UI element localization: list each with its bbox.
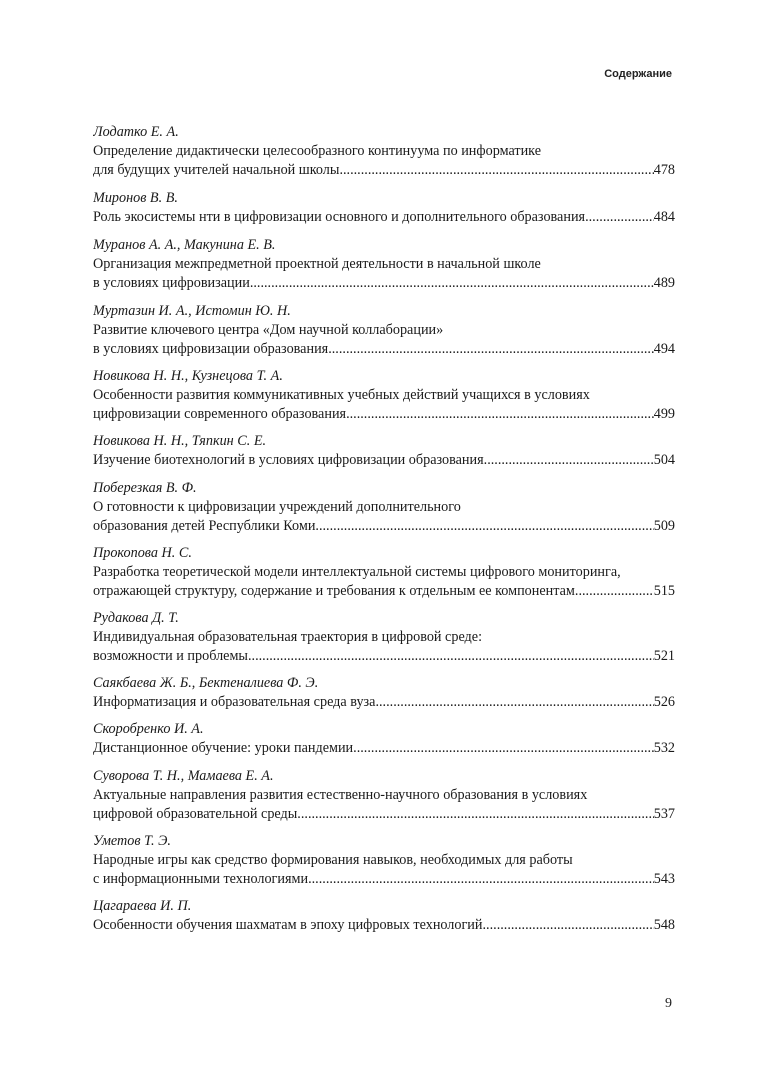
- dot-leader: [248, 647, 654, 666]
- entry-page-number: 521: [653, 648, 675, 664]
- entry-author: Новикова Н. Н., Тяпкин С. Е.: [93, 433, 267, 449]
- entry-title-last-line: [93, 274, 675, 293]
- toc-entry[interactable]: [93, 767, 675, 824]
- entry-title-last-line: [93, 405, 675, 424]
- dot-leader: [346, 405, 654, 424]
- entry-page-number: 515: [653, 583, 675, 599]
- entry-page-number: 537: [653, 806, 675, 822]
- entry-title-last-line: [93, 161, 675, 180]
- entry-author: Муртазин И. А., Истомин Ю. Н.: [93, 303, 291, 319]
- entry-page-number: 489: [653, 275, 675, 291]
- entry-title-tail: образования детей Республики Коми: [93, 518, 316, 534]
- entry-title-last-line: [93, 647, 675, 666]
- entry-title-tail: в условиях цифровизации: [93, 275, 250, 291]
- entry-page-number: 532: [653, 740, 675, 756]
- entry-author: Прокопова Н. С.: [93, 545, 192, 561]
- toc-entry[interactable]: [93, 302, 675, 359]
- toc-entry[interactable]: [93, 189, 675, 227]
- toc-entry[interactable]: [93, 674, 675, 712]
- toc-entry[interactable]: [93, 123, 675, 180]
- entry-author: Саякбаева Ж. Б., Бектеналиева Ф. Э.: [93, 675, 319, 691]
- entry-title-line: Народные игры как средство формирования навыков, необходимых для работы: [93, 852, 573, 868]
- entry-page-number: 494: [653, 341, 675, 357]
- entry-title-line: Определение дидактически целесообразного континуума по информатике: [93, 143, 542, 159]
- dot-leader: [484, 451, 654, 470]
- entry-page-number: 543: [653, 871, 675, 887]
- entry-title-tail: Информатизация и образовательная среда вуза: [93, 694, 376, 710]
- entry-title-last-line: [93, 582, 675, 601]
- entry-author: Миронов В. В.: [93, 190, 178, 206]
- toc-entry[interactable]: [93, 832, 675, 889]
- running-header: Содержание: [604, 68, 672, 80]
- dot-leader: [250, 274, 654, 293]
- dot-leader: [575, 582, 654, 601]
- entry-author: Рудакова Д. Т.: [93, 610, 179, 626]
- toc-entry[interactable]: [93, 236, 675, 293]
- entry-title-line: Актуальные направления развития естественно-научного образования в условиях: [93, 787, 588, 803]
- entry-author: Муранов А. А., Макунина Е. В.: [93, 237, 276, 253]
- entry-page-number: 504: [653, 452, 675, 468]
- entry-title-last-line: [93, 340, 675, 359]
- entry-title-tail: Особенности обучения шахматам в эпоху цифровых технологий: [93, 917, 483, 933]
- entry-page-number: 548: [653, 917, 675, 933]
- toc-entry[interactable]: [93, 609, 675, 666]
- entry-title-last-line: [93, 517, 675, 536]
- entry-page-number: 478: [653, 162, 675, 178]
- entry-title-last-line: [93, 208, 675, 227]
- entry-title-tail: в условиях цифровизации образования: [93, 341, 329, 357]
- entry-title-line: Развитие ключевого центра «Дом научной коллаборации»: [93, 322, 444, 338]
- dot-leader: [315, 517, 653, 536]
- entry-title-tail: цифровизации современного образования: [93, 406, 347, 422]
- entry-title-last-line: [93, 805, 675, 824]
- entry-title-line: О готовности к цифровизации учреждений дополнительного: [93, 499, 461, 515]
- dot-leader: [375, 693, 653, 712]
- entry-title-line: Индивидуальная образовательная траектория в цифровой среде:: [93, 629, 483, 645]
- dot-leader: [585, 208, 654, 227]
- entry-title-tail: цифровой образовательной среды: [93, 806, 298, 822]
- entry-author: Уметов Т. Э.: [93, 833, 171, 849]
- dot-leader: [339, 161, 653, 180]
- entry-title-tail: для будущих учителей начальной школы: [93, 162, 340, 178]
- entry-author: Поберезкая В. Ф.: [93, 480, 197, 496]
- dot-leader: [353, 739, 654, 758]
- entry-title-tail: Дистанционное обучение: уроки пандемии: [93, 740, 354, 756]
- toc-entry[interactable]: [93, 479, 675, 536]
- page-number: 9: [665, 996, 672, 1011]
- entry-page-number: 526: [653, 694, 675, 710]
- dot-leader: [483, 916, 654, 935]
- entry-author: Новикова Н. Н., Кузнецова Т. А.: [93, 368, 283, 384]
- entry-title-tail: Роль экосистемы нти в цифровизации основного и дополнительного образования: [93, 209, 586, 225]
- entry-author: Скоробренко И. А.: [93, 721, 204, 737]
- entry-page-number: 499: [653, 406, 675, 422]
- entry-title-last-line: [93, 916, 675, 935]
- entry-author: Лодатко Е. А.: [93, 124, 179, 140]
- toc-entry[interactable]: [93, 897, 675, 935]
- entry-title-tail: Изучение биотехнологий в условиях цифровизации образования: [93, 452, 484, 468]
- dot-leader: [297, 805, 653, 824]
- entry-author: Суворова Т. Н., Мамаева Е. А.: [93, 768, 274, 784]
- entry-title-last-line: [93, 739, 675, 758]
- entry-page-number: 509: [653, 518, 675, 534]
- entry-page-number: 484: [653, 209, 675, 225]
- entry-title-tail: с информационными технологиями: [93, 871, 309, 887]
- toc-entry[interactable]: [93, 544, 675, 601]
- entry-author: Цагараева И. П.: [93, 898, 192, 914]
- toc-entry[interactable]: [93, 367, 675, 424]
- entry-title-last-line: [93, 451, 675, 470]
- entry-title-line: Разработка теоретической модели интеллектуальной системы цифрового мониторинга,: [93, 564, 621, 580]
- entry-title-last-line: [93, 870, 675, 889]
- entry-title-last-line: [93, 693, 675, 712]
- toc-entry[interactable]: [93, 432, 675, 470]
- toc-entry[interactable]: [93, 720, 675, 758]
- entry-title-line: Особенности развития коммуникативных учебных действий учащихся в условиях: [93, 387, 590, 403]
- entry-title-tail: возможности и проблемы: [93, 648, 248, 664]
- dot-leader: [328, 340, 654, 359]
- dot-leader: [308, 870, 654, 889]
- entry-title-tail: отражающей структуру, содержание и требования к отдельным ее компонентам: [93, 583, 575, 599]
- entry-title-line: Организация межпредметной проектной деятельности в начальной школе: [93, 256, 541, 272]
